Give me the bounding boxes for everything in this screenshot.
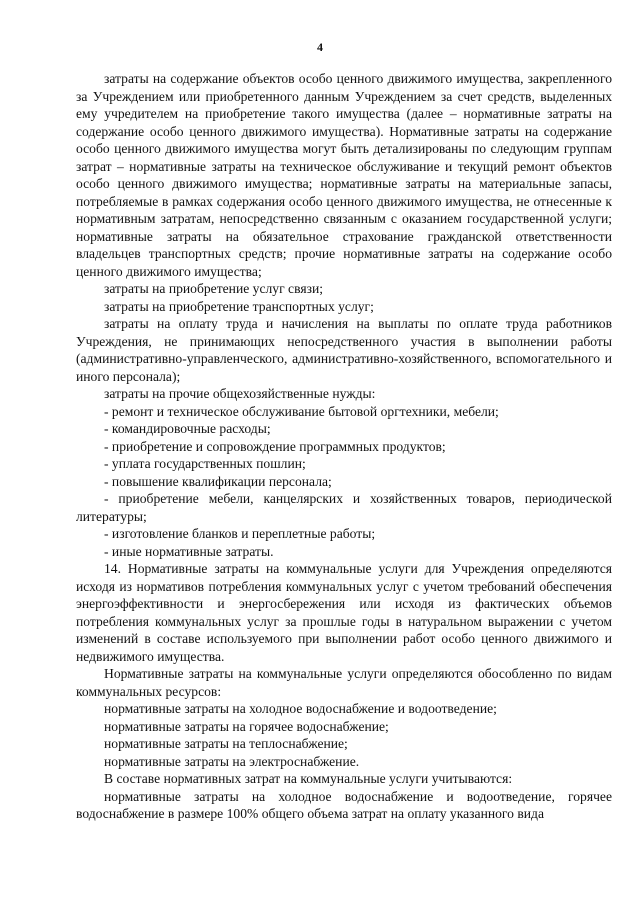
paragraph-labor-costs: затраты на оплату труда и начисления на выплаты по оплате труда работников Учреждения, не принимающих непосредственного участия в выполнении работы (административно-управленческого, административно-хозяйственного, вспомогательного и иного персонала); [76, 316, 612, 384]
list-item: - иные нормативные затраты. [104, 543, 274, 559]
paragraph-water-100-percent: нормативные затраты на холодное водоснабжение и водоотведение, горячее водоснабжение в размере 100% общего объема затрат на оплату указанного вида [76, 788, 612, 821]
list-item: - приобретение и сопровождение программных продуктов; [104, 438, 446, 454]
list-item: - ремонт и техническое обслуживание бытовой оргтехники, мебели; [104, 403, 499, 419]
paragraph-communication-services: затраты на приобретение услуг связи; [104, 281, 323, 296]
list-item: - уплата государственных пошлин; [104, 456, 306, 471]
paragraph-utilities-separate: Нормативные затраты на коммунальные услуги определяются обособленно по видам коммунальных ресурсов: [76, 666, 612, 699]
list-item: - изготовление бланков и переплетные работы; [104, 526, 376, 541]
paragraph-transport-services: затраты на приобретение транспортных услуг; [104, 298, 374, 314]
page-number: 4 [317, 40, 323, 54]
paragraph-utility-heat: нормативные затраты на теплоснабжение; [104, 736, 348, 751]
list-item: - повышение квалификации персонала; [104, 473, 332, 489]
paragraph-utility-hot-water: нормативные затраты на горячее водоснабжение; [104, 718, 389, 734]
list-item: - командировочные расходы; [104, 421, 271, 436]
paragraph-utility-composition: В составе нормативных затрат на коммунальные услуги учитываются: [104, 771, 513, 786]
document-body [76, 70, 612, 823]
paragraph-general-needs: затраты на прочие общехозяйственные нужды: [104, 386, 376, 401]
paragraph-section-14: 14. Нормативные затраты на коммунальные услуги для Учреждения определяются исходя из нормативов потребления коммунальных услуг с учетом требований обеспечения энергоэффективности и энергосбережения или исходя из фактических объемов потребления коммунальных услуг за прошлые годы в натуральном выражении с учетом изменений в составе используемого при выполнении работ особо ценного движимого и недвижимого имущества. [76, 561, 612, 664]
list-item: - приобретение мебели, канцелярских и хозяйственных товаров, периодической литературы; [76, 491, 612, 524]
paragraph-utility-cold-water: нормативные затраты на холодное водоснабжение и водоотведение; [104, 701, 497, 716]
paragraph-ocdi-maintenance: затраты на содержание объектов особо ценного движимого имущества, закрепленного за Учреждением или приобретенного данным Учреждением за счет средств, выделенных ему учредителем на приобретение такого имущества (далее – нормативные затраты на содержание особо ценного движимого имущества). Нормативные затраты на содержание особо ценного движимого имущества могут быть детализированы по следующим группам затрат – нормативные затраты на техническое обслуживание и текущий ремонт объектов особо ценного движимого имущества; нормативные затраты на материальные запасы, потребляемые в рамках содержания особо ценного движимого имущества, не отнесенные к нормативным затратам, непосредственно связанным с оказанием государственной услуги; нормативные затраты на обязательное страхование гражданской ответственности владельцев транспортных средств; прочие нормативные затраты на содержание особо ценного движимого имущества; [76, 71, 612, 279]
paragraph-utility-electricity: нормативные затраты на электроснабжение. [104, 753, 360, 769]
